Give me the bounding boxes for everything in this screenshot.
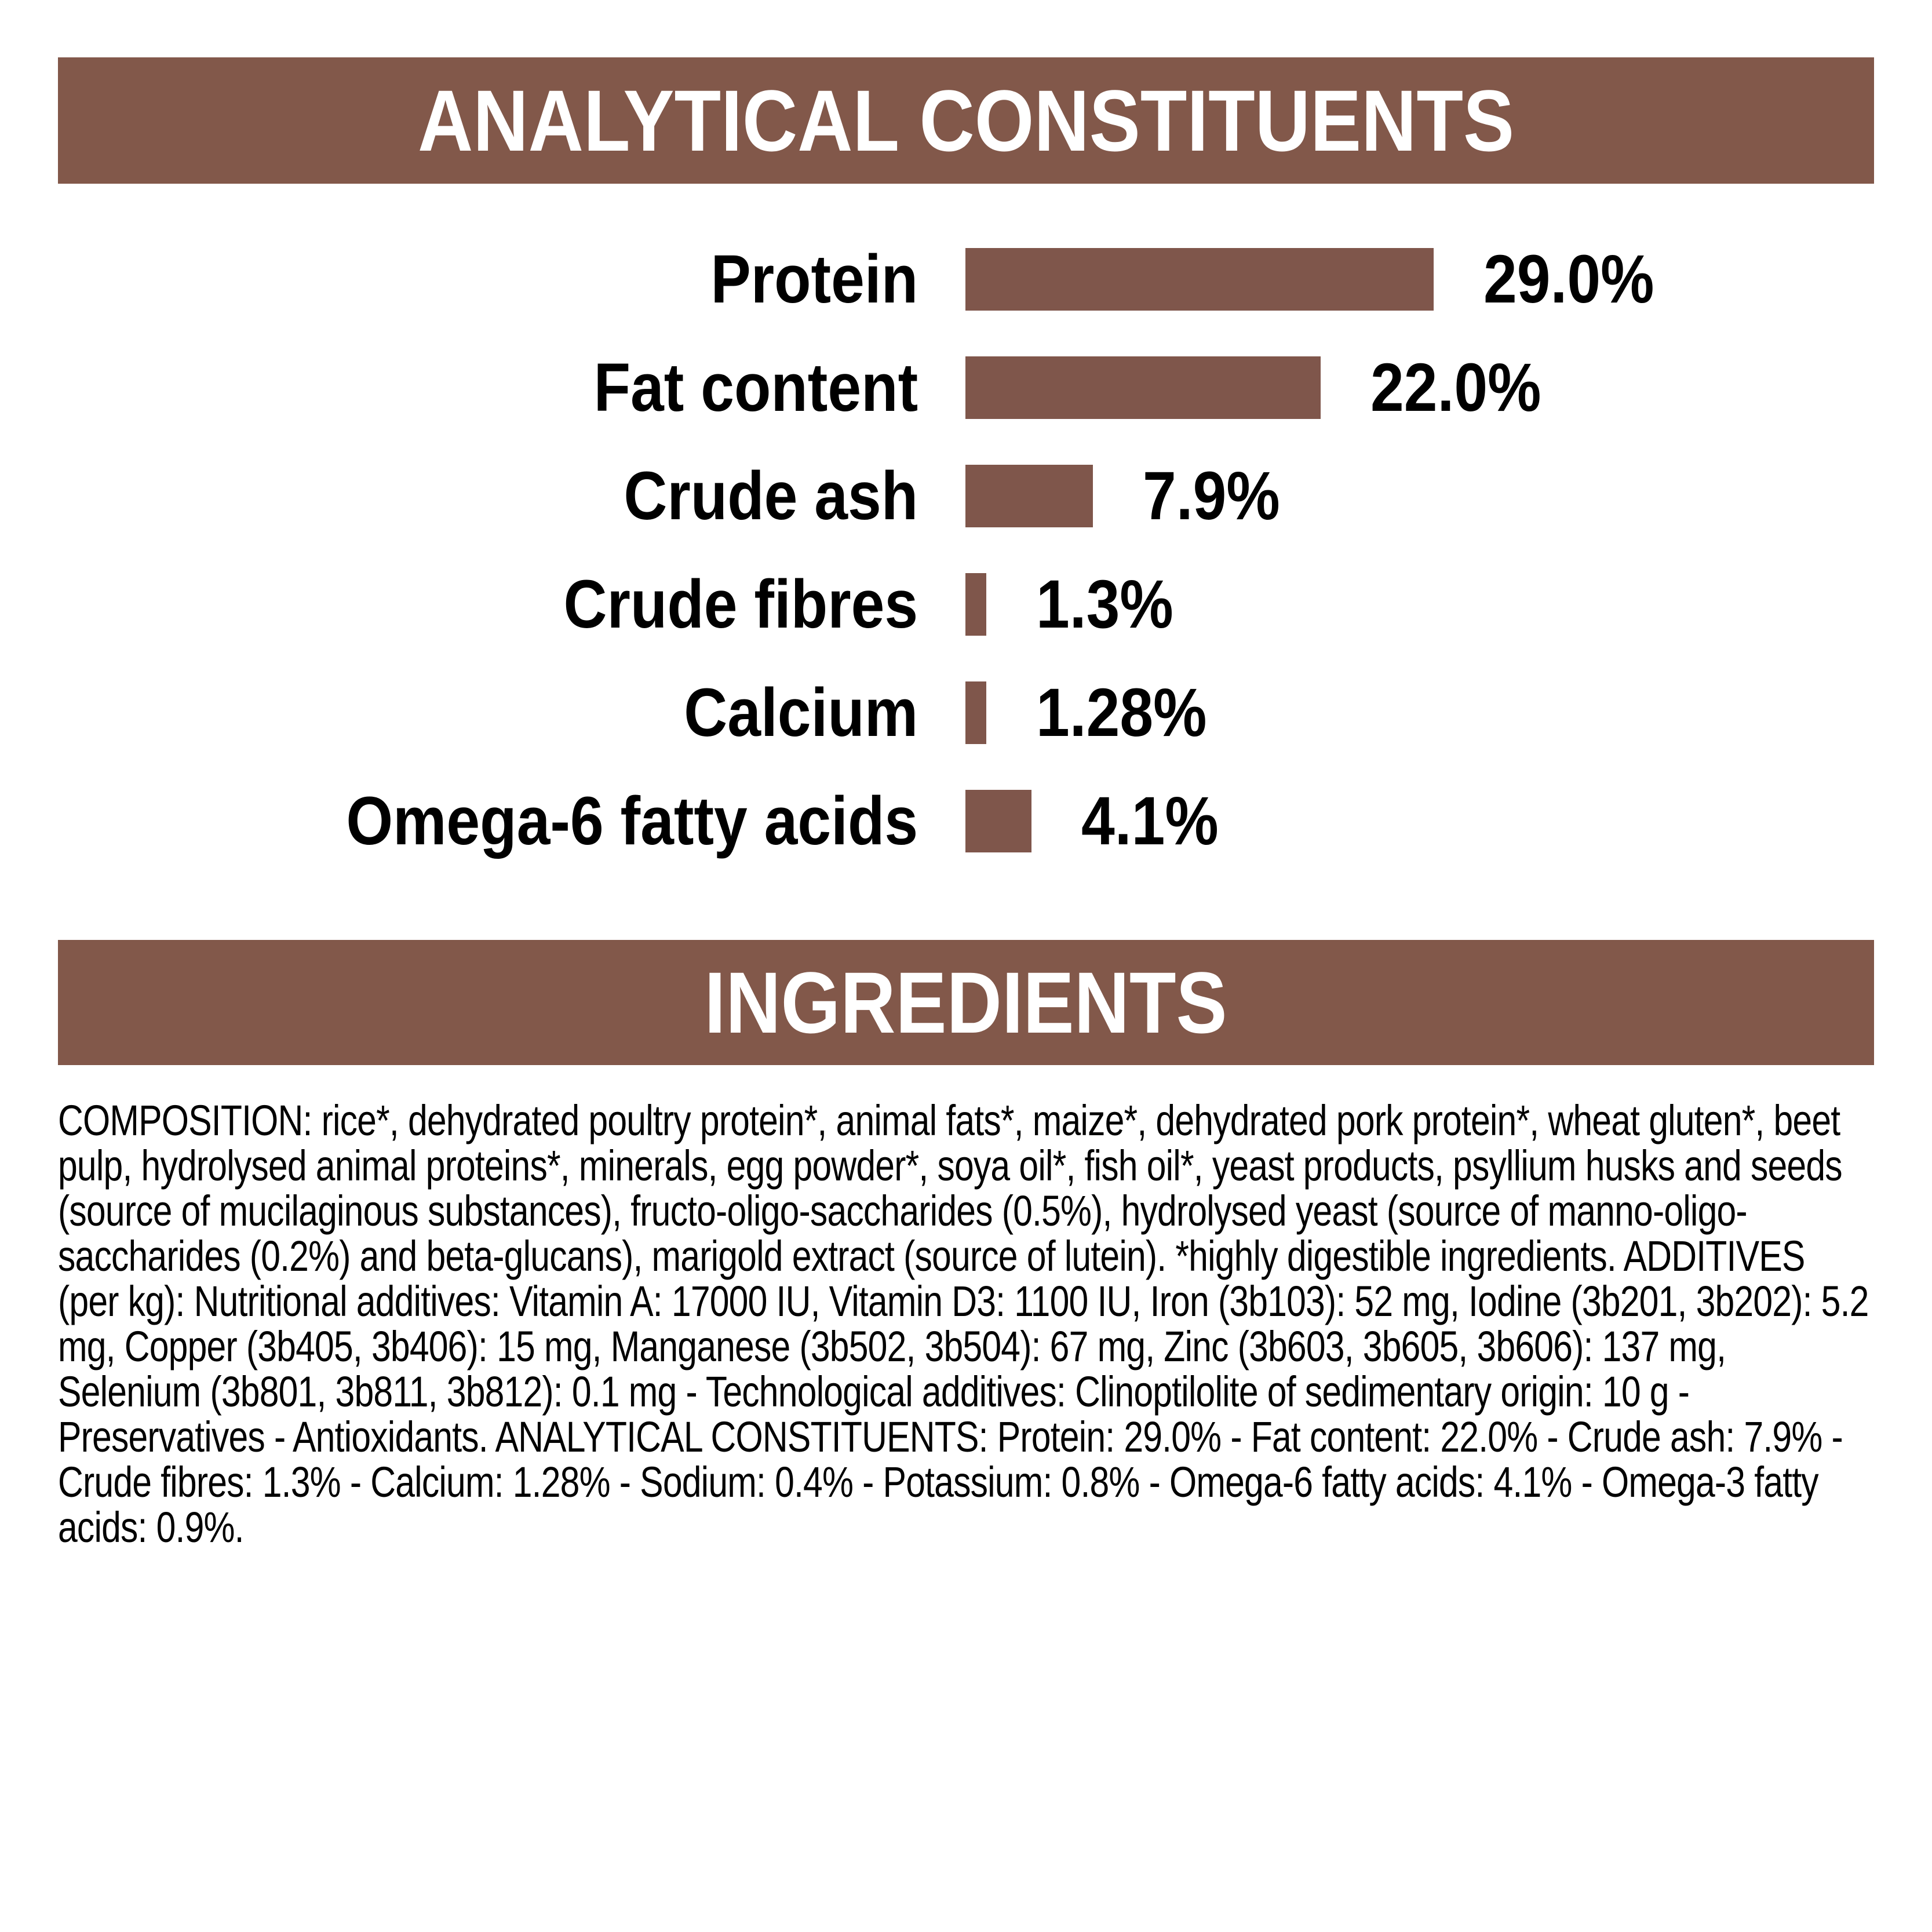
chart-row xyxy=(58,675,1874,751)
composition-paragraph: COMPOSITION: rice*, dehydrated poultry protein*, animal fats*, maize*, dehydrated pork protein*, wheat gluten*, beet pulp, hydrolysed animal proteins*, minerals, egg powder*, soya oil*, fish oil*, yeast products, psyllium husks and seeds (source of mucilaginous substances), fructo-oligo-saccharides (0.5%), hydrolysed yeast (source of manno-oligo-saccharides (0.2%) and beta-glucans), marigold extract (source of lutein). *highly digestible ingredients. ADDITIVES (per kg): Nutritional additives: Vitamin A: 17000 IU, Vitamin D3: 1100 IU, Iron (3b103): 52 mg, Iodine (3b201, 3b202): 5.2 mg, Copper (3b405, 3b406): 15 mg, Manganese (3b502, 3b504): 67 mg, Zinc (3b603, 3b605, 3b606): 137 mg, Selenium (3b801, 3b811, 3b812): 0.1 mg - Technological additives: Clinoptilolite of sedimentary origin: 10 g - Preservatives - Antioxidants. ANALYTICAL CONSTITUENTS: Protein: 29.0% - Fat content: 22.0% - Crude ash: 7.9% - Crude fibres: 1.3% - Calcium: 1.28% - Sodium: 0.4% - Potassium: 0.8% - Omega-6 fatty acids: 4.1% - Omega-3 fatty acids: 0.9%. xyxy=(58,1096,1869,1551)
chart-category-label: Crude ash xyxy=(624,458,918,534)
chart-row xyxy=(58,566,1874,643)
chart-row xyxy=(58,783,1874,859)
analytical-constituents-title: ANALYTICAL CONSTITUENTS xyxy=(417,71,1515,169)
chart-bar xyxy=(965,573,986,636)
chart-bar xyxy=(965,465,1093,527)
chart-bar xyxy=(965,681,986,744)
chart-value-label: 1.3% xyxy=(1036,566,1173,643)
chart-row xyxy=(58,349,1874,426)
chart-category-label: Crude fibres xyxy=(563,566,918,643)
chart-bar xyxy=(965,248,1434,311)
chart-category-label: Protein xyxy=(710,241,918,318)
chart-value-label: 1.28% xyxy=(1036,675,1207,751)
chart-value-label: 7.9% xyxy=(1143,458,1280,534)
ingredients-title: INGREDIENTS xyxy=(704,953,1228,1051)
constituents-bar-chart xyxy=(58,241,1874,859)
composition-section xyxy=(58,1098,1874,1550)
chart-value-label: 22.0% xyxy=(1370,349,1541,426)
ingredients-band xyxy=(58,940,1874,1065)
chart-category-label: Calcium xyxy=(684,675,918,751)
chart-row xyxy=(58,241,1874,318)
chart-bar xyxy=(965,790,1031,852)
analytical-constituents-band xyxy=(58,57,1874,184)
chart-bar xyxy=(965,356,1321,419)
chart-row xyxy=(58,458,1874,534)
chart-value-label: 4.1% xyxy=(1081,783,1219,859)
chart-category-label: Omega-6 fatty acids xyxy=(346,783,918,859)
chart-category-label: Fat content xyxy=(593,349,918,426)
chart-value-label: 29.0% xyxy=(1483,241,1654,318)
